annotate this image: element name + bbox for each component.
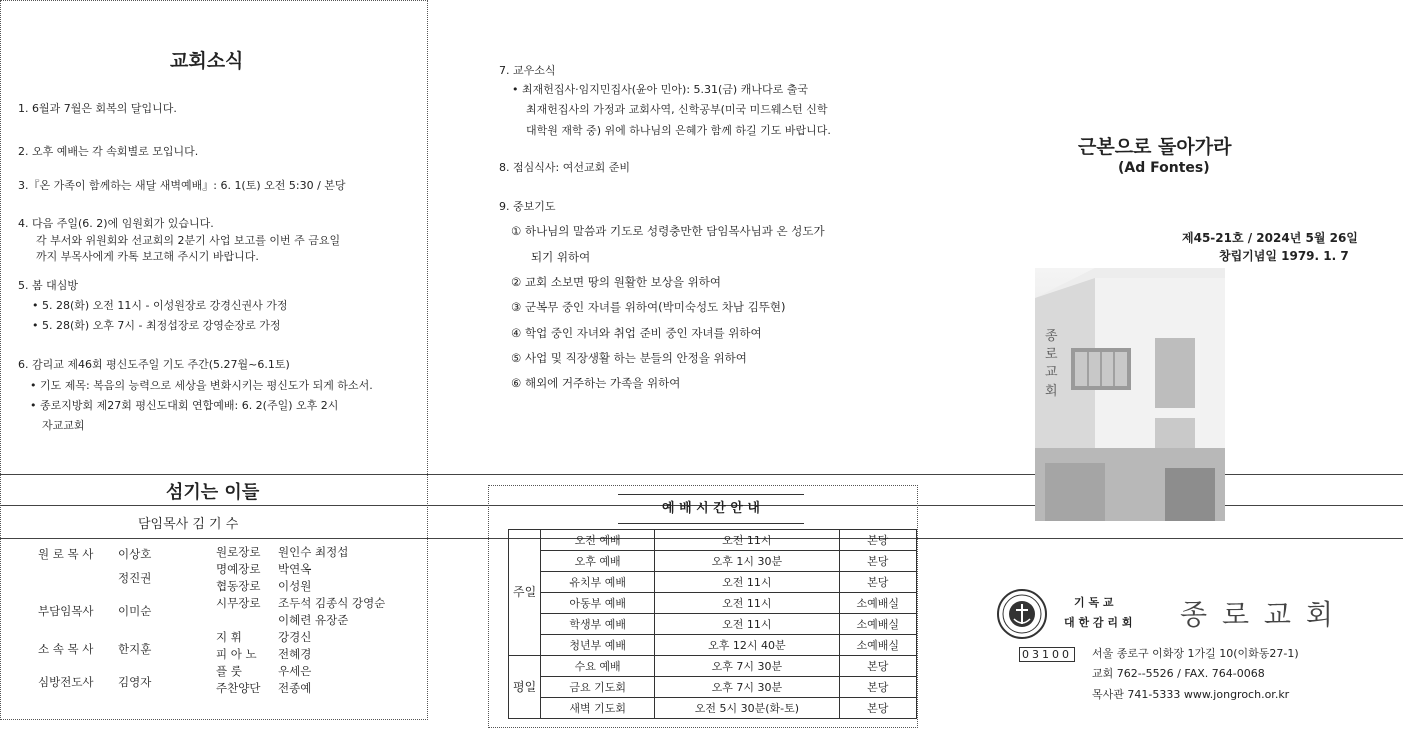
prayer-item: ⑤ 사업 및 직장생활 하는 분들의 안정을 위하여 [511,351,747,365]
prayer-item: ④ 학업 중인 자녀와 취업 준비 중인 자녀를 위하여 [511,326,762,340]
news-item: 1. 6월과 7월은 회복의 달입니다. [18,102,177,115]
news-item: 까지 부목사에게 카톡 보고해 주시기 바랍니다. [36,250,259,263]
service-name: 금요 기도회 [541,677,655,698]
church-name: 종 로 교 회 [1180,598,1336,631]
table-row [509,635,917,656]
news-item: 4. 다음 주일(6. 2)에 임원회가 있습니다. [18,217,214,230]
news-item: 5. 봄 대심방 [18,279,78,292]
service-place: 본당 [839,530,916,551]
role-label: 플 룻 [216,664,242,678]
role-label: 원로장로 [216,545,261,559]
building-sign: 종로교회 [1045,329,1058,399]
group-sunday: 주일 [509,530,541,656]
service-time: 오후 7시 30분 [655,656,839,677]
person-name: 우세은 [278,664,312,678]
phone: 교회 762--5526 / FAX. 764-0068 [1092,667,1265,680]
role-label: 명예장로 [216,562,261,576]
service-name: 새벽 기도회 [541,698,655,719]
service-time: 오전 11시 [655,593,839,614]
denomination-line1: 기 독 교 [1074,596,1114,609]
news-item: 6. 감리교 제46회 평신도주일 기도 주간(5.27월~6.1토) [18,358,290,371]
person-name: 정진권 [118,571,152,585]
service-time: 오후 7시 30분 [655,677,839,698]
table-row [509,677,917,698]
church-emblem-icon [997,589,1047,639]
prayer-item: 되기 위하여 [531,250,591,264]
service-time: 오후 1시 30분 [655,551,839,572]
person-name: 김영자 [118,675,152,689]
founded-date: 창립기념일 1979. 1. 7 [1219,249,1349,263]
web-address: 목사관 741-5333 www.jongroch.or.kr [1092,688,1290,701]
service-name: 수요 예배 [541,656,655,677]
cover-title: 근본으로 돌아가라 [1078,136,1232,158]
service-place: 본당 [839,677,916,698]
person-name: 조두석 김종식 강영순 [278,596,386,610]
mid-item: 9. 중보기도 [499,200,556,213]
role-label: 심방전도사 [38,675,94,689]
news-item: 각 부서와 위원회와 선교회의 2분기 사업 보고를 이번 주 금요일 [36,234,341,247]
issue-info: 제45-21호 / 2024년 5월 26일 [1182,231,1358,245]
service-name: 청년부 예배 [541,635,655,656]
worship-schedule [488,485,918,728]
schedule-title: 예 배 시 간 안 내 [662,501,760,516]
news-item: 3.『온 가족이 함께하는 새달 새벽예배』: 6. 1(토) 오전 5:30 / 본당 [18,179,346,192]
news-panel [0,0,428,720]
postcode: 03100 [1019,647,1075,662]
table-row [509,698,917,719]
service-time: 오후 12시 40분 [655,635,839,656]
table-row [509,572,917,593]
schedule-title-box [618,494,804,524]
table-row [509,593,917,614]
mid-item: • 최재헌집사·임지민집사(윤아 민아): 5.31(금) 캐나다로 출국 [512,83,808,96]
group-weekday: 평일 [509,656,541,719]
person-name: 이성원 [278,579,312,593]
role-label: 주찬양단 [216,681,261,695]
prayer-item: ③ 군복무 중인 자녀를 위하여(박미숙성도 차남 김뚜현) [511,300,786,314]
service-place: 본당 [839,572,916,593]
building-illustration [1035,268,1225,521]
service-name: 오후 예배 [541,551,655,572]
service-time: 오전 5시 30분(화-토) [655,698,839,719]
service-name: 아동부 예배 [541,593,655,614]
news-item: • 5. 28(화) 오전 11시 - 이성원장로 강경신권사 가정 [32,299,288,312]
prayer-item: ① 하나님의 말씀과 기도로 성령충만한 담임목사님과 온 성도가 [511,224,825,238]
person-name: 이상호 [118,547,152,561]
schedule-table [508,529,917,719]
service-time: 오전 11시 [655,530,839,551]
role-label: 협동장로 [216,579,261,593]
person-name: 이혜련 유장준 [278,613,349,627]
service-place: 본당 [839,656,916,677]
table-row [509,614,917,635]
role-label: 시무장로 [216,596,261,610]
role-label: 지 휘 [216,630,242,644]
person-name: 전종예 [278,681,312,695]
prayer-item: ⑥ 해외에 거주하는 가족을 위하여 [511,376,681,390]
mid-item: 대학원 재학 중) 위에 하나님의 은혜가 함께 하길 기도 바랍니다. [526,124,831,137]
service-place: 소예배실 [839,635,916,656]
table-row [509,656,917,677]
mid-item: 8. 점심식사: 여선교회 준비 [499,161,630,174]
person-name: 강경신 [278,630,312,644]
person-name: 한지훈 [118,642,152,656]
news-item: • 기도 제목: 복음의 능력으로 세상을 변화시키는 평신도가 되게 하소서. [30,379,373,392]
role-label: 소 속 목 사 [38,642,94,656]
news-item: • 5. 28(화) 오후 7시 - 최정섭장로 강영순장로 가정 [32,319,281,332]
service-time: 오전 11시 [655,572,839,593]
service-place: 소예배실 [839,614,916,635]
denomination-line2: 대 한 감 리 회 [1064,616,1133,629]
service-name: 오전 예배 [541,530,655,551]
servants-title: 섬기는 이들 [166,482,260,503]
role-label: 부담임목사 [38,604,94,618]
mid-item: 7. 교우소식 [499,64,556,77]
service-name: 유치부 예배 [541,572,655,593]
news-item: 2. 오후 예배는 각 속회별로 모입니다. [18,145,199,158]
service-place: 소예배실 [839,593,916,614]
service-time: 오전 11시 [655,614,839,635]
address: 서울 종로구 이화장 1가길 10(이화동27-1) [1092,647,1299,660]
news-title: 교회소식 [170,50,244,72]
church-building-photo [1035,268,1225,521]
table-row [509,530,917,551]
prayer-item: ② 교회 소보면 땅의 원활한 보상을 위하여 [511,275,721,289]
role-label: 원 로 목 사 [38,547,94,561]
news-item: • 종로지방회 제27회 평신도대회 연합예배: 6. 2(주일) 오후 2시 [30,399,339,412]
person-name: 원인수 최정섭 [278,545,349,559]
service-place: 본당 [839,551,916,572]
cover-subtitle: (Ad Fontes) [1118,160,1210,176]
service-name: 학생부 예배 [541,614,655,635]
person-name: 이미순 [118,604,152,618]
service-place: 본당 [839,698,916,719]
person-name: 박연옥 [278,562,312,576]
role-label: 피 아 노 [216,647,257,661]
senior-pastor: 담임목사 김 기 수 [138,517,239,532]
news-item: 자교교회 [42,419,85,432]
table-row [509,551,917,572]
person-name: 전혜경 [278,647,312,661]
mid-item: 최재헌집사의 가정과 교회사역, 신학공부(미국 미드웨스턴 신학 [526,103,828,116]
